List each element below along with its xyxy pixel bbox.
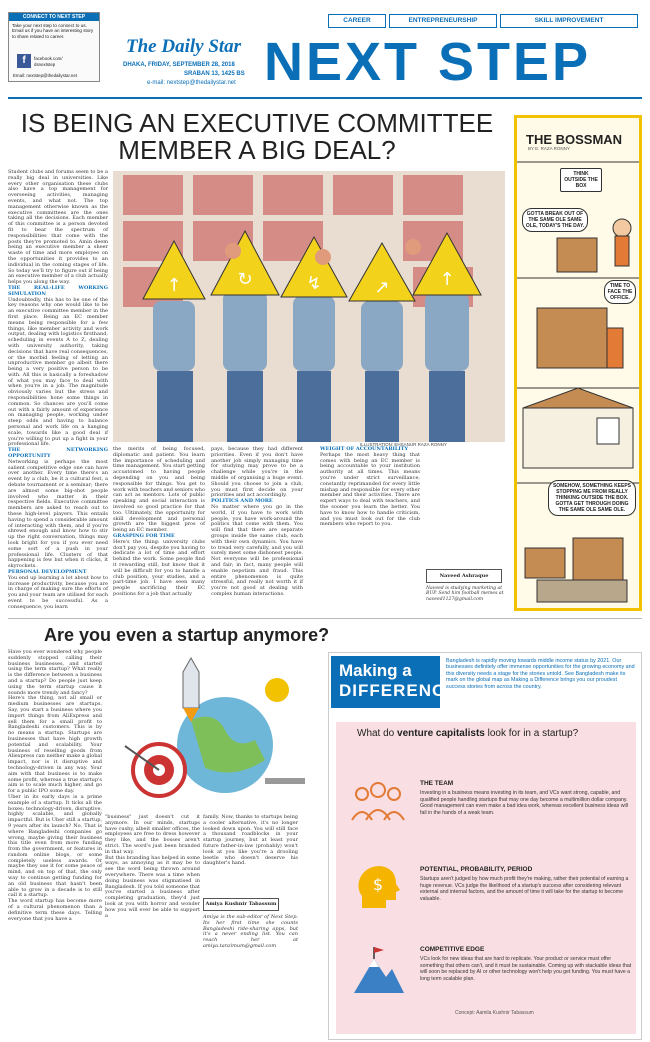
body-text: Here's the thing: university clubs don't pay you, despite you having to dedicate a lot of time and effort behind the work. Some people find it rewarding still, but know that it will be difficult for you to handle a club position, your studies, and a part-time job. I have seen many people sacrificing their EC positions for a job that actually [113, 538, 205, 597]
body-text: The word startup has become more of a cultural phenomenon than a definitive term these days. Telling everyone that you have a [8, 898, 102, 922]
vc-question-highlight: venture capitalists [397, 728, 485, 739]
startup-column-3 [203, 815, 298, 867]
svg-text:$: $ [372, 875, 384, 894]
contact-box [8, 12, 100, 82]
author-byline: Naveed Ashraque [426, 569, 502, 583]
body-text: Have you ever wondered why people suddenly stopped calling their business businesses, and started using the term startup? What really is the difference between a business and a startup? Do people just keep using the term startup cause it sounds more trendy and fancy? [8, 649, 102, 696]
difference-title-line-1: Making a [339, 661, 412, 680]
vc-question-start: What do [357, 728, 398, 739]
subheading: POLITICS AND MORE [211, 498, 273, 505]
body-text: "business" just doesn't cut it anymore. In our minds, startups have cushy, albeit smaller offices, the employees are free to dress however they like, and the bosses aren't strict. The word's just been branded in that way. [105, 814, 200, 855]
comic-bubble-2: TIME TO FACE THE OFFICE. [604, 280, 636, 304]
facebook-link-2[interactable]: dsnextstep [34, 62, 56, 67]
body-text: pays, because they had different priorities. Even if you don't have another job simply managing time for studying may prove to be a challenge while you're in the middle of organising a huge event. Should you choose to join a club, you must first decide on your priorities and act accordingly. [211, 446, 303, 499]
issue-date-bengali: SRABAN 13, 1425 BS [184, 71, 245, 77]
contact-email[interactable]: Email: nextstep@thedailystar.net [13, 73, 78, 78]
section-title: NEXT STEP [264, 32, 592, 92]
startup-illustration [105, 650, 320, 810]
body-text: the merits of being focused, diplomatic and patient. You learn the importance of scheduling and time management. You start getting accustomed to having people depending on you and being responsible for things. You get to work with teachers and seniors who can act as mentors. Lots of public speaking and social interaction is involved so good practice for that too. Ultimately, the opportunity for skill development and personal growth are the biggest pros of being an EC member. [113, 446, 205, 534]
startup-column-1 [8, 650, 102, 922]
article-column-3 [211, 447, 303, 598]
nav-career[interactable]: CAREER [328, 14, 386, 28]
subheading: WEIGHT OF ACCOUNTABILITY [320, 446, 409, 452]
comic-byline: BY E. RAZA RONNY [528, 146, 570, 151]
subheading: THE NETWORKING OPPORTUNITY [8, 447, 108, 460]
article-column-2 [113, 447, 205, 598]
newspaper-logo: The Daily Star [126, 36, 242, 57]
vc-question [357, 728, 578, 739]
masthead-rule [8, 97, 642, 99]
vc-item-text: Investing in a business means investing in its team, and VCs want strong, capable, and qualified people handling startups that may one day become a multimillion dollar company. Good management can even make a bad idea work, whereas excellent business ideas will fail in the hands of a weak team. [420, 790, 628, 816]
team-icon [350, 780, 406, 830]
startup-author-bio: Amiya is the sub-editor of Next Step. Its her first time she counts Bangladeshi ride-sharing apps, but it's a never ending list. You can reach her at amiya.tanzimum@gmail.com [203, 914, 298, 949]
svg-text:↑: ↑ [439, 269, 455, 290]
comic-title: THE BOSSMAN [526, 132, 623, 147]
facebook-icon[interactable]: f [17, 54, 31, 68]
body-text: Undoubtedly, this has to be one of the key reasons why one would like to be an executive committee member in the first place. Being an EC member means being responsible for a few things, like member activity and work output, dealing with logistics firsthand, scheduling in events A to Z, dealing with university authority, taking decisions that have real consequences, or the morbid feeling of letting an unproductive member go albeit there being a very positive person to be with. All this is basically a foreshadow of what you may face to deal with when you're in a job. The magnitude obviously varies but the stress and responsibilities hone some things in common. So chances are you'll come out with a fairly amount of experience on managing people, working under steep odds and having to balance personal and work life on a hanging scale, towards like a good deal if you're willing to put up a fight in your professional life. [8, 296, 108, 448]
illustration-svg [113, 171, 505, 442]
comic-sign: THINK OUTSIDE THE BOX [560, 168, 602, 192]
contact-heading: CONNECT TO NEXT STEP [9, 13, 99, 21]
nav-skill-improvement[interactable]: SKILL IMPROVEMENT [500, 14, 638, 28]
body-text: No matter where you go in the world, if you have to work with people, you have work-around the politics that come with them. You will find that there are separate groups inside the same club, each with their own dynamics. You have to tread very carefully, and you will surely meet some dishonest people. Not everyone will be professional and fair; in fact, many people will enable nepotism and fraud. This entire phenomenon is quite stressful, and really not worth it if you're not good at dealing with complex human interactions. [211, 503, 303, 597]
article-headline: IS BEING AN EXECUTIVE COMMITTEE MEMBER A BIG DEAL? [20, 108, 494, 165]
comic-bubble-1: GOTTA BREAK OUT OF THE SAME OLE SAME OLE, TODAY'S THE DAY. [522, 208, 588, 232]
vc-item-heading: POTENTIAL, PROBABILITY, PERIOD [420, 866, 533, 873]
vc-item-heading: COMPETITIVE EDGE [420, 946, 485, 953]
contact-text: Take your next step to connect to us. Email us if you have an interesting story to share related to career. [12, 23, 94, 39]
facebook-link[interactable]: facebook.com/ [34, 56, 63, 61]
difference-intro: Bangladesh is rapidly moving towards middle income status by 2021. Our businesses definitely offer immense opportunities for the growing economy and this diversity needs a stage for the stories untold. See Bangladesh make its mark on the global map as Making a Difference brings you our proudest success stories from across the country. [446, 658, 635, 690]
svg-text:↗: ↗ [374, 277, 390, 298]
svg-text:↻: ↻ [237, 269, 253, 290]
subheading: THE REAL-LIFE WORKING SIMULATION [8, 284, 108, 297]
article-column-4 [320, 447, 420, 528]
startup-author: Amiya Kushnir Tabassum [203, 898, 279, 911]
startup-column-2 [105, 815, 200, 919]
issue-date: DHAKA, FRIDAY, SEPTEMBER 28, 2018 [123, 62, 235, 68]
difference-title-box [331, 656, 458, 708]
masthead-email[interactable]: e-mail: nextstep@thedailystar.net [147, 80, 236, 86]
subheading: GRASPING FOR TIME [113, 532, 175, 539]
body-text: You end up learning a lot about how to increase productivity, because you are in charge of making sure the efforts of you and your team are utilised for each event to be successful. As a consequence, you learn [8, 574, 109, 610]
svg-text:↑: ↑ [166, 275, 182, 296]
startup-headline: Are you even a startup anymore? [44, 625, 330, 645]
body-text: family. Now, thanks to startups being a cooler alternative, it's no longer looked down upon. You will still face a thousand roadblocks in your startup journey, but at least your future father-in-law (probably) won't look at you like you're a drooling beetle who doesn't deserve his daughter's hand. [203, 814, 298, 867]
body-text: Perhaps the most heavy thing that comes with being an EC member is being accountable to your institution authority at all times. This means you're under strict surveillance, constantly reprimanded for every little mishap and responsible for every other member and their activities. There are expert ways to deal with teachers, and the sooner you learn the better. You have to know how to handle criticism, and you must look out for the club members who report to you. [320, 451, 420, 528]
comic-bubble-3: SOMEHOW, SOMETHING KEEPS STOPPING ME FROM REALLY THINKING OUTSIDE THE BOX. GOTTA GET THROUGH DOING THE SAME OLE SAME OLE. [548, 480, 636, 516]
subheading: PERSONAL DEVELOPMENT [8, 568, 87, 575]
svg-text:↯: ↯ [306, 273, 322, 294]
body-text: Here's the thing, not all small or medium businesses are startups. Say, you start a business where you import things from AliExpress and sell them for a small profit to Bangladeshi customers. This is by no means a startup. Startups are businesses that have high growth potential and scalability. Your business of reselling goods from Aliexpress can neither make a global impact, nor is it disruptive and technology-driven in any way. Your aim with that business is to make some profit, whereas a true startup's aim is to scale much higher, and go for a public IPO some day. [8, 695, 102, 795]
body-text: Student clubs and forums seem to be a really big deal in universities. Like every other organisation these clubs also have a top management for overseeing activities, managing events, and what not. The top management otherwise known as the executive committees are the ones taking all the decisions. Each member of this committee is a person devoted fit to bear the spectrum of responsibilities that come with the posts they're promoted to. Amin deem being an executive member a sheer waste of time and more employee on the opportunities it provides to an individual in the coming stages of life. So today we'll try to figure out if being an executive member of a club actually helps you along the way. [8, 169, 108, 286]
head-dollar-icon [352, 862, 402, 916]
illustration-credit: ILLUSTRATION: EHSANUR RAZA RONNY [360, 442, 447, 447]
article-column-1 [8, 170, 108, 611]
body-text: Uber in its early days is a prime example of a startup. It ticks all the boxes: technology-driven, disruptive, highly scalable, and globally impactful. But is Uber still a startup, 9 years after its launch? No. That is where Bangladeshi companies go wrong, maybe giving their business this title even from more funding from the government, or features in random online blogs, or some completely useless awards. Or maybe they use it for some peace of mind, and on top of that, the only way to continue getting funding for an old business that hasn't been able to grow in a decade is to still call it a startup. [8, 793, 102, 899]
body-text: But this branding has helped in some ways, as annoying as it may be to see the word being thrown around everywhere. There was a time when doing business was stigmatised in Bangladesh. If you told someone that you've started a business after completing graduation, they'd just look at you with horror and wonder how you will ever be able to support a [105, 854, 200, 919]
vc-item-heading: THE TEAM [420, 780, 454, 787]
body-text: Networking is perhaps the most salient competitive edge one can have over another. Every time there's an event by a club, be it a cultural fest, a debate tournament or a seminar; there are almost some big-shot people involved who matter in their respective fields. Executive committee members are asked to reach out to these high-level players. This entails having to spend a considerable amount of interacting with them, and if you're shrewd enough and know how to stir up the right conversation, things may look bright for you if you ever need some sort of a push in your professional life. Clusters of that happening is few but when it clicks, it skyrockets. [8, 458, 108, 570]
vc-footer: Concept: Aamila Kushnir Tabassum [455, 1010, 534, 1016]
nav-entrepreneurship[interactable]: ENTREPRENEURSHIP [389, 14, 497, 28]
startup-illustration-svg [105, 650, 320, 810]
author-bio: Naveed is studying marketing at BUP. Send him football memes at naveed1127@gmail.com [426, 586, 504, 602]
section-nav [328, 14, 638, 30]
article-illustration [113, 171, 505, 442]
section-divider [8, 618, 642, 619]
mountain-flag-icon [352, 945, 406, 999]
vc-item-text: VCs look for new ideas that are hard to replicate. Your product or service must offer something that others can't, and it must be sustainable. Coming up with stackable ideas that will soon be replaced by AI or other technology won't help you get funding. You must have a long term scalable plan. [420, 956, 632, 982]
vc-item-text: Startups aren't judged by how much profit they're making, rather their potential of earning a huge revenue. VCs judge the likelihood of a startup's success after considering relevant external and internal factors, and the amount of time it will take for the startup to become valuable. [420, 876, 629, 902]
difference-title-line-2: DIFFERENCE [339, 681, 458, 700]
vc-question-end: look for in a startup? [484, 728, 579, 739]
